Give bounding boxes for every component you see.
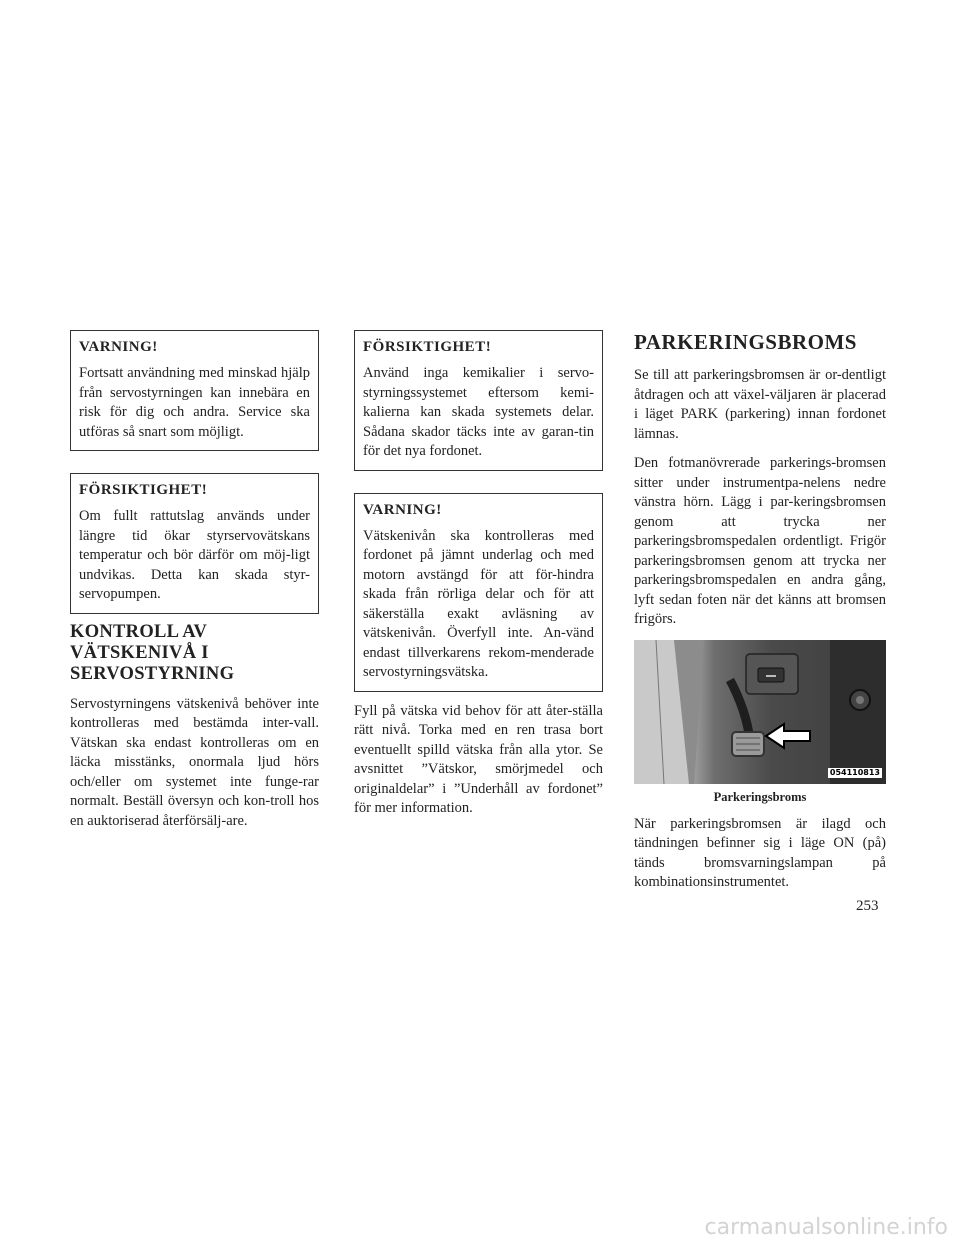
caution-text: Använd inga kemikalier i servo-styrningssystemet eftersom kemi-kalierna kan skada systemets delar. Sådana skador täcks inte av garan-tin för det nya fordonet. <box>363 365 594 459</box>
caution-text: Om fullt rattutslag används under längre tid ökar styrservovätskans temperatur och bör därför om möj-ligt undvikas. Detta kan skada styr-servopumpen. <box>79 508 310 602</box>
caution-title: FÖRSIKTIGHET! <box>79 482 208 498</box>
caution-box-full-lock <box>70 473 319 614</box>
parking-brake-illustration <box>634 640 886 784</box>
warning-box-fluid-level <box>354 493 603 692</box>
section-heading-fluid-level: KONTROLL AV VÄTSKENIVÅ I SERVOSTYRNING <box>70 621 235 684</box>
paragraph-refill: Fyll på vätska vid behov för att åter-ställa rätt nivå. Torka med en ren trasa bort eventuellt spilld vätska från alla ytor. Se avsnittet ”Vätskor, smörjmedel och originaldelar” i ”Underhåll av fordonet” för mer information. <box>354 702 603 816</box>
paragraph-parking-1: Se till att parkeringsbromsen är or-dentligt åtdragen och att växel-väljaren är placerad i läget PARK (parkering) innan fordonet lämnas. <box>634 367 886 442</box>
caution-box-chemicals <box>354 330 603 471</box>
paragraph-fluid-check: Servostyrningens vätskenivå behöver inte kontrolleras med bestämda inter-vall. Vätskan ska endast kontrolleras om en läcka misstänks, onormala ljud hörs och/eller om systemet inte funge-rar normalt. Beställ översyn och kon-troll hos en auktoriserad återförsälj-are. <box>70 695 319 829</box>
warning-title: VARNING! <box>363 501 442 518</box>
warning-title: VARNING! <box>79 339 158 355</box>
watermark-text: carmanualsonline.info <box>704 1215 948 1240</box>
paragraph-parking-3: När parkeringsbromsen är ilagd och tändningen befinner sig i läge ON (på) tänds bromsvarningslampan på kombinationsinstrumentet. <box>634 815 886 890</box>
right-column <box>634 330 886 903</box>
warning-text: Fortsatt användning med minskad hjälp från servostyrningen kan innebära en risk för dig och andra. Service ska utföras så snart som möjligt. <box>79 365 310 440</box>
middle-column <box>354 330 603 829</box>
page-number: 253 <box>856 898 879 914</box>
left-column <box>70 330 319 841</box>
image-code: 054110813 <box>829 767 880 777</box>
warning-text: Vätskenivån ska kontrolleras med fordonet på jämnt underlag och med motorn avstängd för att för-hindra skada från rörliga delar och för att säkerställa exakt avläsning av vätskenivån. Överfyll inte. An-vänd endast tillverkarens rekom-menderade servostyrningsvätska. <box>363 527 594 680</box>
section-heading-parking-brake: PARKERINGSBROMS <box>634 330 857 354</box>
caution-title: FÖRSIKTIGHET! <box>363 339 492 355</box>
parking-brake-photo <box>634 640 886 784</box>
paragraph-parking-2: Den fotmanövrerade parkerings-bromsen sitter under instrumentpa-nelens nedre vänstra hörn. Lägg i par-keringsbromsen genom att trycka ner parkeringsbromspedalen ordentligt. Frigör parkeringsbromsen genom att trycka ner parkeringsbromspedalen en andra gång, lyft sedan foten när det känns att bromsen frigörs. <box>634 455 886 627</box>
warning-box-power-steering <box>70 330 319 451</box>
photo-caption: Parkeringsbroms <box>713 789 807 804</box>
